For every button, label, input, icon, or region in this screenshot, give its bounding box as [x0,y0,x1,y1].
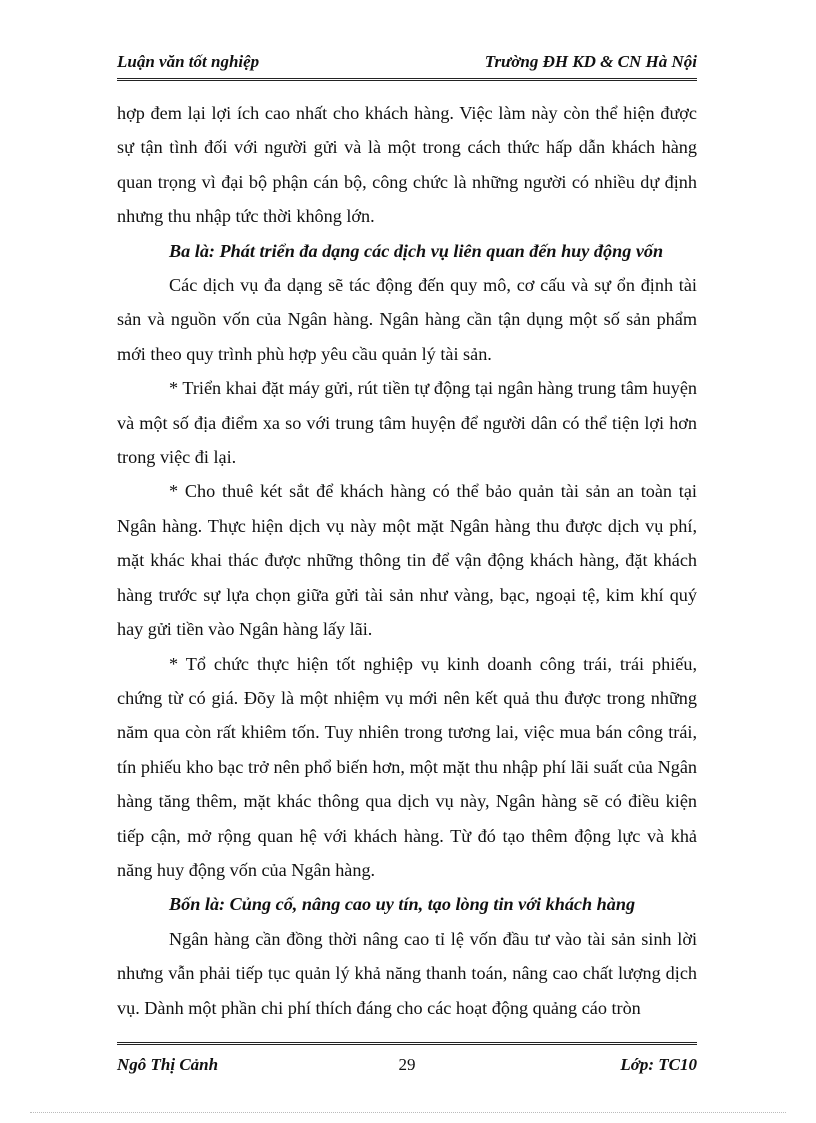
paragraph-safe-deposit: * Cho thuê két sắt để khách hàng có thể bảo quản tài sản an toàn tại Ngân hàng. Thực hiện dịch vụ này một mặt Ngân hàng thu được dịch vụ phí, mặt khác khai thác được những thông tin để vận động khách hàng, đặt khách hàng trước sự lựa chọn giữa gửi tài sản như vàng, bạc, ngoại tệ, kim khí quý hay gửi tiền vào Ngân hàng lấy lãi. [117,481,697,640]
footer-class: Lớp: TC10 [620,1055,697,1074]
page-body [117,96,697,1025]
header-university-label: Trường ĐH KD & CN Hà Nội [484,52,697,71]
paragraph-services: Các dịch vụ đa dạng sẽ tác động đến quy mô, cơ cấu và sự ổn định tài sản và nguồn vốn của Ngân hàng. Ngân hàng cần tận dụng một số sản phẩm mới theo quy trình phù hợp yêu cầu quản lý tài sản. [117,275,697,364]
section-heading-ba-la: Ba là: Phát triển đa dạng các dịch vụ liên quan đến huy động vốn [169,240,664,261]
footer-page-number: 29 [398,1055,416,1074]
paragraph-reputation: Ngân hàng cần đồng thời nâng cao tỉ lệ vốn đầu tư vào tài sản sinh lời nhưng vẫn phải tiếp tục quản lý khả năng thanh toán, nâng cao chất lượng dịch vụ. Dành một phần chi phí thích đáng cho các hoạt động quảng cáo tròn [117,928,697,1018]
paragraph-atm: * Triển khai đặt máy gửi, rút tiền tự động tại ngân hàng trung tâm huyện và một số địa điểm xa so với trung tâm huyện để người dân có thể tiện lợi hơn trong việc đi lại. [117,378,697,468]
page-edge-divider [30,1112,786,1113]
paragraph-bonds: * Tổ chức thực hiện tốt nghiệp vụ kinh doanh công trái, trái phiếu, chứng từ có giá. Đõy là một nhiệm vụ mới nên kết quả thu được trong những năm qua còn rất khiêm tốn. Tuy nhiên trong tương lai, việc mua bán công trái, tín phiếu kho bạc trở nên phổ biến hơn, một mặt thu nhập phí lãi suất của Ngân hàng tăng thêm, mặt khác thông qua dịch vụ này, Ngân hàng sẽ có điều kiện tiếp cận, mở rộng quan hệ với khách hàng. Từ đó tạo thêm động lực và khả năng huy động vốn của Ngân hàng. [117,653,697,880]
page-header [117,48,697,81]
section-heading-bon-la: Bốn là: Củng cố, nâng cao uy tín, tạo lòng tin với khách hàng [169,894,636,915]
page-footer [117,1042,697,1081]
footer-author: Ngô Thị Cảnh [117,1055,219,1074]
paragraph-continuation: hợp đem lại lợi ích cao nhất cho khách hàng. Việc làm này còn thể hiện được sự tận tình đối với người gửi và là một trong cách thức hấp dẫn khách hàng quan trọng vì đại bộ phận cán bộ, công chức là những người có nhiều dự định nhưng thu nhập tức thời không lớn. [117,103,697,227]
header-thesis-label: Luận văn tốt nghiệp [117,52,260,71]
